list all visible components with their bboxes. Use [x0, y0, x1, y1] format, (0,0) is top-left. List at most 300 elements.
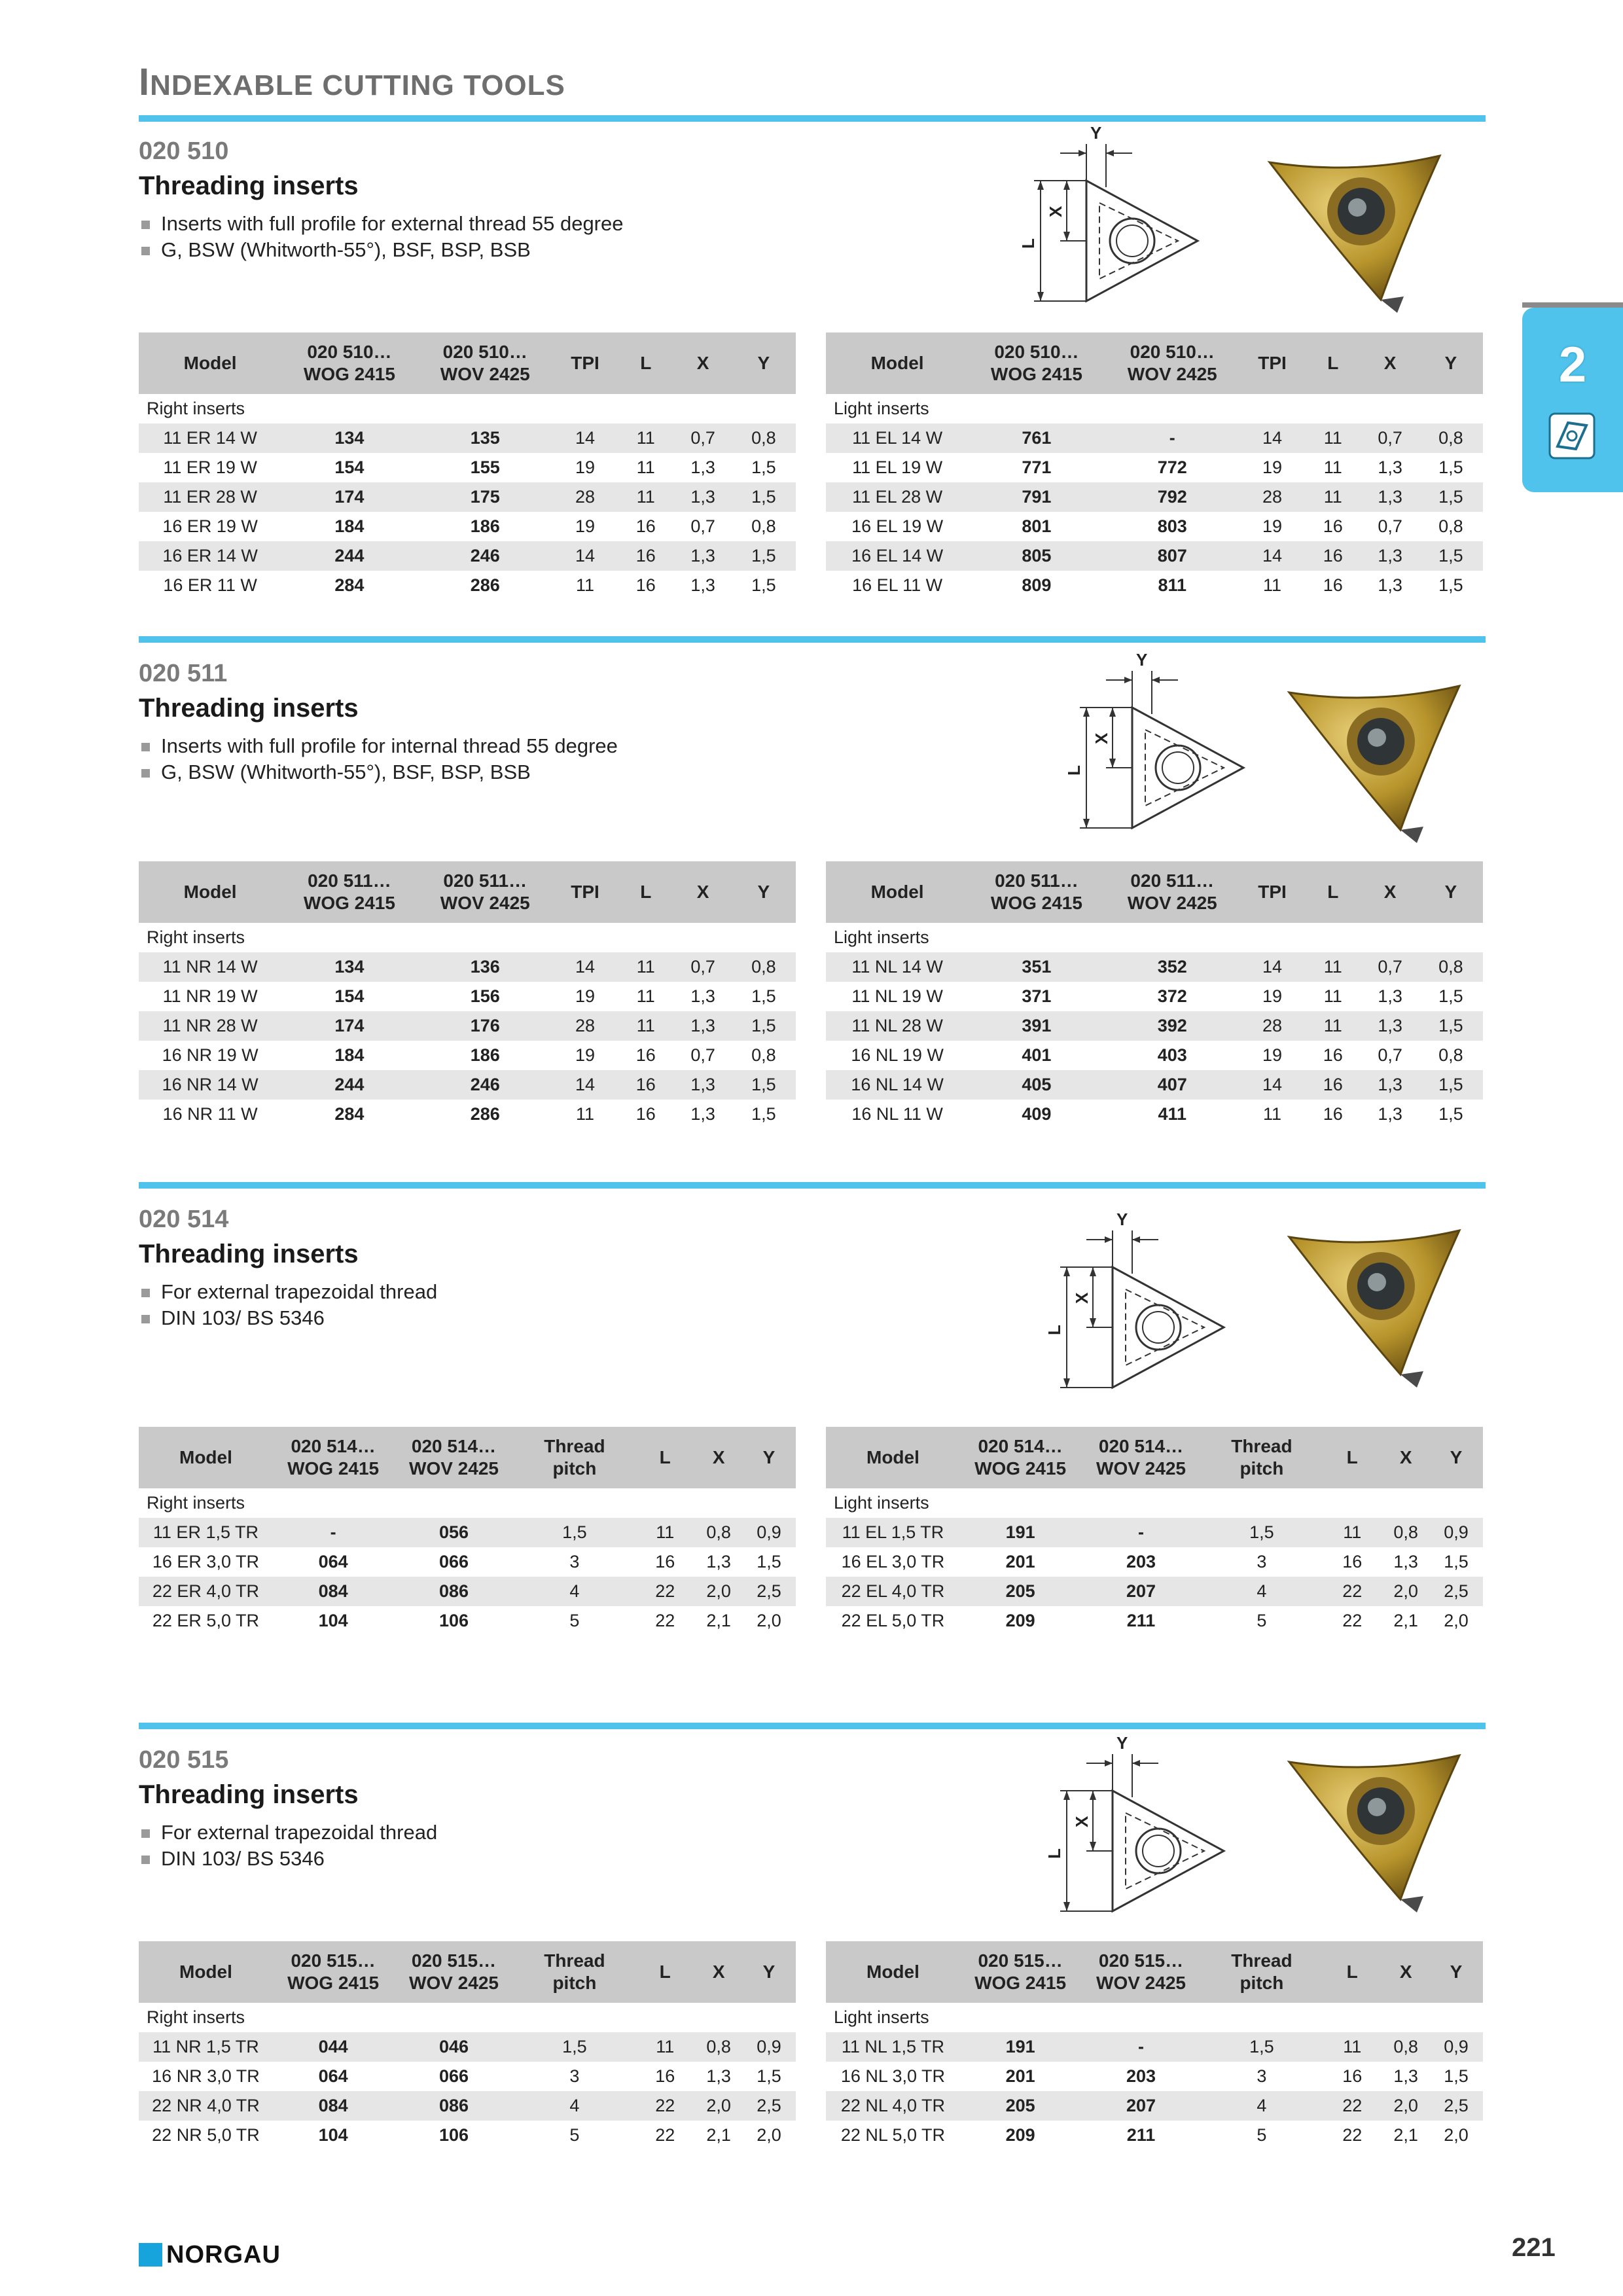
model-cell: 16 EL 3,0 TR [841, 1552, 945, 1571]
column-header: TPI [553, 861, 617, 923]
value-cell: 19 [575, 516, 596, 536]
column-header: L [617, 332, 674, 394]
model-cell: 16 EL 14 W [826, 541, 969, 571]
value-cell: 14 [1240, 423, 1304, 453]
value-cell: 1,3 [1393, 1552, 1418, 1571]
table-row [826, 2121, 1483, 2150]
value-cell: 11 [1322, 2032, 1382, 2062]
value-cell: 066 [438, 1552, 469, 1571]
value-cell: 056 [393, 1518, 514, 1547]
table-row [139, 2121, 796, 2150]
value-cell: 209 [1005, 2125, 1035, 2145]
value-cell: 2,5 [1429, 1577, 1483, 1606]
group-label: Right inserts [147, 1493, 245, 1513]
value-cell: 1,5 [732, 482, 796, 512]
model-cell: 16 NR 3,0 TR [152, 2066, 260, 2086]
insert-photo [1276, 1749, 1472, 1919]
table-row [826, 1100, 1483, 1129]
column-header: Model [826, 1427, 960, 1488]
value-cell: 0,8 [732, 423, 796, 453]
table-row [139, 1011, 796, 1041]
model-cell: 11 EL 19 W [852, 457, 943, 477]
value-cell: 136 [418, 952, 553, 982]
value-cell: - [1080, 1518, 1201, 1547]
value-cell: 184 [334, 516, 365, 536]
page-title-initial: I [139, 61, 151, 103]
value-cell: 1,5 [514, 1518, 635, 1547]
table-row [139, 982, 796, 1011]
value-cell: 191 [960, 1518, 1080, 1547]
value-cell: 803 [1157, 516, 1187, 536]
value-cell: 16 [1323, 575, 1343, 595]
value-cell: 0,8 [1438, 1045, 1463, 1065]
column-header: X [695, 1427, 742, 1488]
section-rule [139, 636, 1486, 643]
side-tab[interactable] [1522, 308, 1623, 492]
value-cell: 11 [576, 575, 595, 595]
column-header: Y [1419, 861, 1483, 923]
value-cell: 14 [553, 1070, 617, 1100]
column-header: X [1382, 1941, 1429, 2003]
value-cell: 211 [1126, 2125, 1156, 2145]
group-label: Right inserts [147, 2007, 245, 2027]
value-cell: 2,1 [1393, 1611, 1418, 1630]
value-cell: 2,0 [757, 2125, 781, 2145]
value-cell: 211 [1126, 1611, 1156, 1630]
column-header: X [674, 332, 731, 394]
value-cell: 16 [1323, 1045, 1343, 1065]
value-cell: 0,7 [1361, 423, 1418, 453]
value-cell: 286 [470, 1104, 500, 1124]
value-cell: 134 [281, 423, 417, 453]
model-cell: 16 EL 11 W [852, 575, 943, 595]
column-header: 020 515… WOG 2415 [960, 1941, 1080, 2003]
right-insert-table [826, 1427, 1483, 1636]
column-header: 020 510… WOG 2415 [281, 332, 417, 394]
value-cell: 084 [273, 1577, 393, 1606]
value-cell: 16 [1304, 541, 1361, 571]
table-row [139, 571, 796, 600]
value-cell: 203 [1126, 1552, 1156, 1571]
value-cell: 1,5 [1438, 457, 1463, 477]
value-cell: 16 [617, 1070, 674, 1100]
bullet-item: DIN 103/ BS 5346 [139, 1846, 437, 1872]
table-row [826, 1547, 1483, 1577]
value-cell: 11 [1322, 1518, 1382, 1547]
value-cell: 16 [655, 1552, 675, 1571]
value-cell: 1,5 [1419, 1011, 1483, 1041]
value-cell: 0,8 [1419, 952, 1483, 982]
value-cell: 0,9 [1429, 2032, 1483, 2062]
value-cell: 2,0 [695, 1577, 742, 1606]
column-header: Model [826, 332, 969, 394]
value-cell: 186 [470, 1045, 500, 1065]
value-cell: 1,3 [706, 2066, 731, 2086]
value-cell: 0,8 [751, 1045, 776, 1065]
value-cell: 2,0 [1444, 2125, 1469, 2145]
column-header: 020 510… WOV 2425 [1105, 332, 1240, 394]
insert-photo [1276, 1224, 1472, 1394]
left-insert-table [139, 332, 796, 600]
section-code: 020 515 [139, 1746, 229, 1774]
value-cell: 805 [969, 541, 1104, 571]
value-cell: 19 [1262, 457, 1283, 477]
column-header: X [674, 861, 731, 923]
value-cell: 176 [418, 1011, 553, 1041]
group-label: Light inserts [834, 927, 929, 947]
table-row [826, 1577, 1483, 1606]
value-cell: 1,3 [1361, 482, 1418, 512]
value-cell: 154 [334, 986, 365, 1006]
table-row [826, 423, 1483, 453]
table-row [826, 952, 1483, 982]
value-cell: 1,3 [1393, 2066, 1418, 2086]
value-cell: 11 [1304, 423, 1361, 453]
value-cell: 205 [960, 2091, 1080, 2121]
value-cell: 16 [635, 1104, 656, 1124]
value-cell: 191 [960, 2032, 1080, 2062]
column-header: 020 510… WOG 2415 [969, 332, 1104, 394]
model-cell: 11 ER 14 W [139, 423, 281, 453]
section-code: 020 510 [139, 137, 229, 165]
column-header: TPI [1240, 332, 1304, 394]
table-row [139, 453, 796, 482]
value-cell: 11 [1263, 575, 1282, 595]
value-cell: 201 [1005, 1552, 1035, 1571]
group-row [139, 394, 796, 423]
value-cell: 086 [393, 2091, 514, 2121]
value-cell: 3 [1257, 2066, 1267, 2086]
value-cell: 3 [569, 1552, 580, 1571]
value-cell: 411 [1158, 1104, 1187, 1124]
value-cell: 1,3 [690, 575, 715, 595]
bullet-item: G, BSW (Whitworth-55°), BSF, BSP, BSB [139, 759, 618, 785]
value-cell: 11 [617, 482, 674, 512]
value-cell: 044 [273, 2032, 393, 2062]
value-cell: 0,9 [742, 1518, 796, 1547]
l-dimension-label: L [1064, 765, 1084, 776]
value-cell: 5 [569, 2125, 580, 2145]
section-title: Threading inserts [139, 694, 359, 723]
value-cell: 1,5 [1438, 986, 1463, 1006]
table-header-row [139, 332, 796, 394]
column-header: Model [826, 1941, 960, 2003]
value-cell: 1,3 [1378, 575, 1402, 595]
column-header: Model [139, 1427, 273, 1488]
bullet-list [139, 733, 618, 785]
value-cell: 0,8 [1382, 1518, 1429, 1547]
column-header: Model [139, 332, 281, 394]
model-cell: 11 NR 1,5 TR [139, 2032, 273, 2062]
l-dimension-label: L [1044, 1848, 1064, 1859]
value-cell: 0,9 [1429, 1518, 1483, 1547]
value-cell: 1,5 [751, 986, 776, 1006]
left-insert-table [139, 1427, 796, 1636]
column-header: 020 515… WOV 2425 [393, 1941, 514, 2003]
value-cell: 392 [1105, 1011, 1240, 1041]
table-row [139, 952, 796, 982]
column-header: Model [139, 1941, 273, 2003]
y-dimension-label: Y [1090, 124, 1102, 143]
value-cell: 186 [470, 516, 500, 536]
right-insert-table [826, 332, 1483, 600]
value-cell: 352 [1105, 952, 1240, 982]
value-cell: 19 [1262, 986, 1283, 1006]
value-cell: 2,1 [706, 2125, 731, 2145]
column-header: Model [139, 861, 281, 923]
model-cell: 11 EL 14 W [826, 423, 969, 453]
table-row [139, 1577, 796, 1606]
value-cell: 2,0 [1382, 2091, 1429, 2121]
value-cell: 19 [1262, 516, 1283, 536]
section-title: Threading inserts [139, 1780, 359, 1809]
value-cell: 1,3 [1378, 457, 1402, 477]
column-header: X [695, 1941, 742, 2003]
column-header: TPI [1240, 861, 1304, 923]
model-cell: 16 ER 3,0 TR [152, 1552, 259, 1571]
table-row [826, 2062, 1483, 2091]
value-cell: 155 [470, 457, 500, 477]
value-cell: 084 [273, 2091, 393, 2121]
value-cell: 1,3 [1378, 1104, 1402, 1124]
insert-dimension-diagram [1021, 1734, 1243, 1924]
group-row [826, 923, 1483, 952]
table-header-row [826, 861, 1483, 923]
value-cell: 1,3 [1361, 541, 1418, 571]
value-cell: 16 [635, 1045, 656, 1065]
value-cell: 28 [553, 1011, 617, 1041]
value-cell: 11 [617, 952, 674, 982]
model-cell: 11 NR 14 W [139, 952, 281, 982]
model-cell: 16 EL 19 W [851, 516, 944, 536]
table-row [826, 512, 1483, 541]
value-cell: 134 [281, 952, 417, 982]
value-cell: 2,0 [695, 2091, 742, 2121]
value-cell: 2,5 [742, 2091, 796, 2121]
value-cell: 135 [418, 423, 553, 453]
table-row [826, 2032, 1483, 2062]
value-cell: 1,5 [751, 1104, 776, 1124]
value-cell: 4 [1202, 2091, 1322, 2121]
section-title: Threading inserts [139, 171, 359, 200]
model-cell: 11 NR 19 W [162, 986, 258, 1006]
value-cell: 246 [418, 1070, 553, 1100]
left-insert-table [139, 1941, 796, 2150]
table-header-row [139, 1427, 796, 1488]
table-row [826, 1070, 1483, 1100]
bullet-item: DIN 103/ BS 5346 [139, 1305, 437, 1331]
brand-logo-square [139, 2243, 162, 2267]
value-cell: 811 [1158, 575, 1187, 595]
value-cell: 14 [553, 952, 617, 982]
model-cell: 16 NL 3,0 TR [840, 2066, 945, 2086]
value-cell: 14 [1240, 541, 1304, 571]
value-cell: 1,5 [1438, 1104, 1463, 1124]
group-row [826, 1488, 1483, 1518]
value-cell: 11 [1263, 1104, 1282, 1124]
column-header: Y [742, 1941, 796, 2003]
value-cell: 209 [1005, 1611, 1035, 1630]
column-header: 020 511… WOG 2415 [281, 861, 417, 923]
value-cell: 19 [1262, 1045, 1283, 1065]
value-cell: 2,1 [1393, 2125, 1418, 2145]
insert-photo [1276, 679, 1472, 850]
value-cell: 1,3 [690, 986, 715, 1006]
value-cell: 1,5 [1438, 575, 1463, 595]
model-cell: 22 EL 5,0 TR [841, 1611, 945, 1630]
column-header: 020 515… WOG 2415 [273, 1941, 393, 2003]
table-row [826, 482, 1483, 512]
value-cell: 1,5 [757, 1552, 781, 1571]
bullet-list [139, 1279, 437, 1331]
value-cell: 207 [1080, 1577, 1201, 1606]
value-cell: 0,8 [1382, 2032, 1429, 2062]
group-row [139, 1488, 796, 1518]
l-dimension-label: L [1018, 238, 1038, 249]
value-cell: 4 [514, 2091, 635, 2121]
section-code: 020 514 [139, 1206, 229, 1233]
bullet-item: Inserts with full profile for external thread 55 degree [139, 211, 624, 237]
column-header: 020 514… WOG 2415 [960, 1427, 1080, 1488]
value-cell: 1,5 [1444, 2066, 1469, 2086]
value-cell: 11 [1304, 1011, 1361, 1041]
value-cell: 184 [334, 1045, 365, 1065]
value-cell: 3 [569, 2066, 580, 2086]
value-cell: 175 [418, 482, 553, 512]
column-header: L [1304, 332, 1361, 394]
section-code: 020 511 [139, 660, 228, 687]
bullet-list [139, 211, 624, 263]
bullet-item: For external trapezoidal thread [139, 1820, 437, 1846]
column-header: L [635, 1427, 695, 1488]
table-header-row [139, 1941, 796, 2003]
value-cell: 286 [470, 575, 500, 595]
value-cell: 28 [553, 482, 617, 512]
value-cell: 11 [1304, 482, 1361, 512]
value-cell: 403 [1157, 1045, 1187, 1065]
value-cell: 1,3 [674, 1070, 731, 1100]
model-cell: 11 ER 1,5 TR [139, 1518, 273, 1547]
value-cell: 14 [1240, 952, 1304, 982]
value-cell: 106 [438, 2125, 469, 2145]
page-title-rest: NDEXABLE CUTTING TOOLS [150, 69, 565, 101]
value-cell: 351 [969, 952, 1104, 982]
value-cell: 2,5 [742, 1577, 796, 1606]
table-row [139, 541, 796, 571]
y-dimension-label: Y [1116, 1211, 1128, 1229]
x-dimension-label: X [1046, 206, 1065, 217]
page-number: 221 [1512, 2233, 1556, 2262]
value-cell: 11 [636, 457, 655, 477]
value-cell: 11 [635, 2032, 695, 2062]
model-cell: 16 NL 19 W [851, 1045, 944, 1065]
table-row [139, 1518, 796, 1547]
model-cell: 16 NR 19 W [162, 1045, 259, 1065]
model-cell: 22 NR 4,0 TR [139, 2091, 273, 2121]
table-header-row [826, 332, 1483, 394]
value-cell: 22 [1342, 1611, 1363, 1630]
value-cell: 0,8 [695, 1518, 742, 1547]
value-cell: 405 [969, 1070, 1104, 1100]
table-row [826, 1518, 1483, 1547]
value-cell: 16 [617, 541, 674, 571]
value-cell: 22 [1322, 1577, 1382, 1606]
chapter-number: 2 [1558, 337, 1587, 393]
value-cell: 5 [1257, 1611, 1267, 1630]
column-header: X [1382, 1427, 1429, 1488]
column-header: Thread pitch [514, 1941, 635, 2003]
value-cell: 066 [438, 2066, 469, 2086]
value-cell: 2,1 [706, 1611, 731, 1630]
group-label: Right inserts [147, 399, 245, 418]
value-cell: 5 [1257, 2125, 1267, 2145]
value-cell: 771 [1022, 457, 1052, 477]
table-row [139, 482, 796, 512]
value-cell: 2,0 [1444, 1611, 1469, 1630]
value-cell: 16 [635, 575, 656, 595]
value-cell: 244 [281, 541, 417, 571]
column-header: Y [1429, 1427, 1483, 1488]
value-cell: 22 [1342, 2125, 1363, 2145]
value-cell: 207 [1080, 2091, 1201, 2121]
title-rule [139, 115, 1486, 122]
column-header: L [617, 861, 674, 923]
column-header: X [1361, 332, 1418, 394]
column-header: L [1322, 1427, 1382, 1488]
table-row [139, 512, 796, 541]
value-cell: 28 [1240, 482, 1304, 512]
value-cell: 19 [575, 1045, 596, 1065]
bullet-list [139, 1820, 437, 1872]
value-cell: 284 [334, 1104, 365, 1124]
value-cell: 801 [1022, 516, 1052, 536]
model-cell: 22 ER 5,0 TR [152, 1611, 259, 1630]
value-cell: 174 [281, 482, 417, 512]
value-cell: 791 [969, 482, 1104, 512]
value-cell: 174 [281, 1011, 417, 1041]
value-cell: 11 [636, 986, 655, 1006]
group-row [826, 394, 1483, 423]
value-cell: 1,5 [1444, 1552, 1469, 1571]
value-cell: 11 [635, 1518, 695, 1547]
value-cell: 0,8 [732, 952, 796, 982]
brand-name: NORGAU [166, 2241, 281, 2269]
value-cell: 19 [575, 457, 596, 477]
side-tab-bar [1522, 302, 1623, 308]
value-cell: 1,5 [732, 1070, 796, 1100]
table-row [826, 571, 1483, 600]
table-header-row [139, 861, 796, 923]
value-cell: 086 [393, 1577, 514, 1606]
table-row [139, 1100, 796, 1129]
model-cell: 11 EL 1,5 TR [826, 1518, 960, 1547]
value-cell: 19 [575, 986, 596, 1006]
value-cell: 16 [1323, 516, 1343, 536]
value-cell: 1,5 [732, 1011, 796, 1041]
value-cell: 1,3 [706, 1552, 731, 1571]
value-cell: 2,0 [757, 1611, 781, 1630]
value-cell: 11 [1323, 457, 1342, 477]
value-cell: 0,7 [674, 423, 731, 453]
value-cell: 16 [1342, 1552, 1363, 1571]
model-cell: 11 EL 28 W [826, 482, 969, 512]
column-header: L [635, 1941, 695, 2003]
l-dimension-label: L [1044, 1325, 1064, 1335]
value-cell: 0,7 [1378, 516, 1402, 536]
value-cell: 0,7 [1378, 1045, 1402, 1065]
value-cell: - [273, 1518, 393, 1547]
value-cell: 1,5 [1202, 1518, 1322, 1547]
